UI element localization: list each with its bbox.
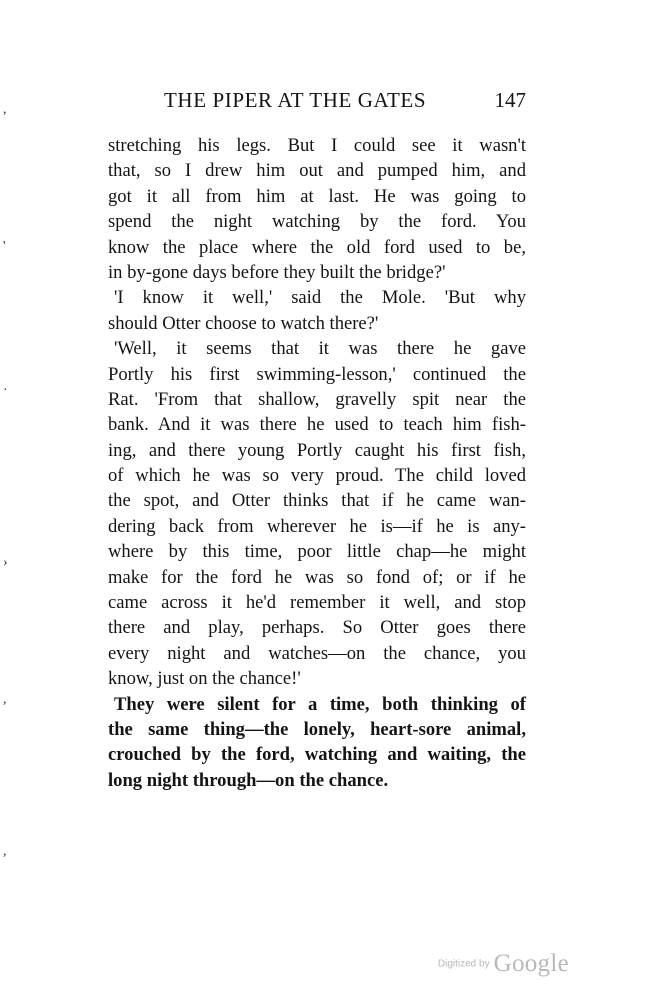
text-line: 'I know it well,' said the Mole. 'But why: [114, 287, 526, 309]
text-line: came across it he'd remember it well, and stop: [108, 592, 526, 614]
page-number: 147: [494, 88, 526, 112]
margin-mark: ,: [3, 692, 7, 707]
running-head: [108, 88, 526, 118]
text-line: the same thing—the lonely, heart-sore animal,: [108, 718, 526, 740]
text-line: long night through—on the chance.: [108, 769, 389, 791]
text-line: got it all from him at last. He was going to: [108, 185, 526, 207]
running-title: THE PIPER AT THE GATES: [164, 88, 427, 112]
text-line: spend the night watching by the ford. You: [108, 211, 526, 233]
text-line: of which he was so very proud. The child loved: [108, 465, 526, 487]
text-line: know the place where the old ford used to be,: [108, 236, 526, 258]
text-line: know, just on the chance!': [108, 668, 301, 690]
text-line: the spot, and Otter thinks that if he came wan-: [108, 490, 526, 512]
text-line: make for the ford he was so fond of; or if he: [108, 566, 526, 588]
margin-mark: ,: [3, 102, 7, 117]
text-line: where by this time, poor little chap—he might: [108, 541, 526, 563]
margin-mark: ': [3, 239, 6, 254]
text-line: stretching his legs. But I could see it wasn't: [108, 135, 526, 156]
margin-mark: ›: [3, 555, 8, 570]
watermark-prefix: Digitized by: [437, 958, 490, 970]
text-line: should Otter choose to watch there?': [108, 312, 379, 334]
text-line: dering back from wherever he is—if he is any-: [108, 515, 526, 537]
digitized-watermark: [438, 950, 569, 978]
text-line: ing, and there young Portly caught his first fish,: [108, 439, 526, 461]
text-line: Rat. 'From that shallow, gravelly spit near the: [108, 388, 526, 410]
text-line: every night and watches—on the chance, you: [108, 642, 526, 664]
text-line: in by-gone days before they built the bridge?': [108, 261, 446, 283]
margin-mark: ,: [3, 844, 7, 859]
text-line: 'Well, it seems that it was there he gave: [114, 338, 526, 360]
margin-mark: ·: [3, 383, 8, 398]
text-line: Portly his first swimming-lesson,' continued the: [108, 363, 526, 385]
text-line: bank. And it was there he used to teach him fish-: [108, 414, 526, 436]
text-line: that, so I drew him out and pumped him, and: [108, 160, 526, 182]
google-logo: Google: [493, 950, 569, 977]
text-line: there and play, perhaps. So Otter goes there: [108, 617, 526, 639]
text-line: They were silent for a time, both thinking of: [114, 693, 526, 715]
body-text: [108, 133, 526, 793]
text-line: crouched by the ford, watching and waiting, the: [108, 744, 526, 766]
